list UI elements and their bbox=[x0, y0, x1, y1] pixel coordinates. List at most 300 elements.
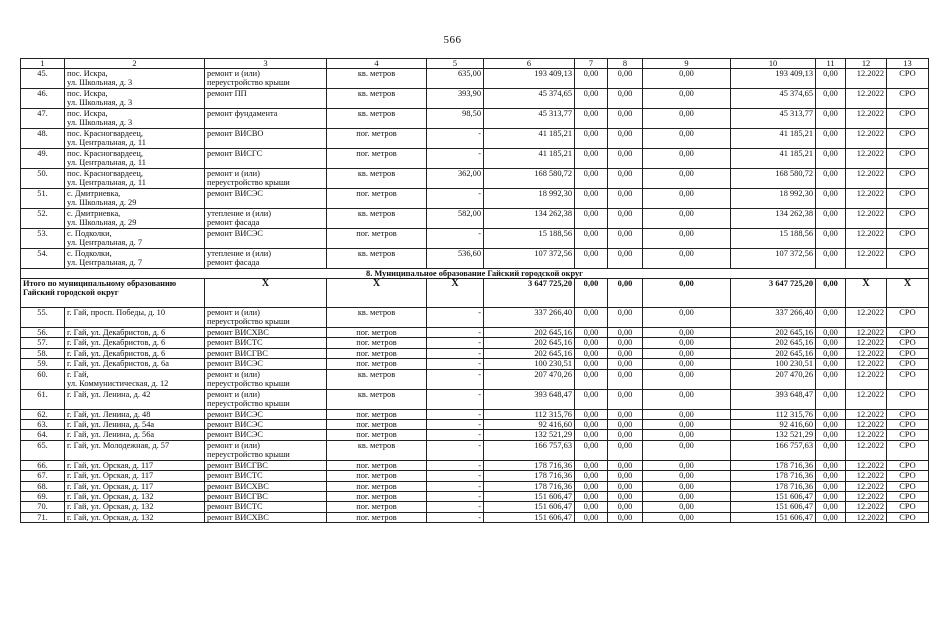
address-cell-line: г. Гай, ул. Декабристов, д. 6 bbox=[67, 348, 166, 358]
work-type-cell-line: ремонт фундамента bbox=[207, 109, 278, 118]
row-number: 57. bbox=[21, 338, 65, 348]
funding-cell: 0,00 bbox=[608, 492, 643, 502]
column-number: 4 bbox=[327, 59, 427, 69]
quantity-cell: - bbox=[427, 409, 484, 419]
unit-cell: пог. метров bbox=[327, 359, 427, 369]
work-type-cell-line: ремонт и (или) bbox=[207, 369, 260, 379]
fund-type-cell: СРО bbox=[887, 328, 929, 338]
address-cell-line: ул. Центральная, д. 7 bbox=[67, 258, 143, 268]
quantity-cell: - bbox=[427, 471, 484, 481]
funding-cell: 0,00 bbox=[608, 169, 643, 189]
row-number: 49. bbox=[21, 149, 65, 169]
table-row bbox=[21, 69, 929, 89]
owner-funds-cell: 151 606,47 bbox=[731, 492, 816, 502]
address-cell-line: г. Гай, просп. Победы, д. 10 bbox=[67, 308, 166, 317]
address-cell-line: ул. Школьная, д. 3 bbox=[67, 78, 133, 88]
funding-cell: 0,00 bbox=[643, 109, 731, 129]
funding-cell: 0,00 bbox=[816, 169, 846, 189]
unit-cell: кв. метров bbox=[327, 249, 427, 269]
address-cell bbox=[65, 249, 205, 269]
completion-date-cell: 12.2022 bbox=[846, 209, 887, 229]
work-type-cell-line: ремонт ВИСГВС bbox=[207, 348, 268, 358]
funding-cell: 0,00 bbox=[816, 502, 846, 512]
owner-funds-cell: 151 606,47 bbox=[731, 512, 816, 522]
address-cell bbox=[65, 460, 205, 470]
funding-cell: 0,00 bbox=[816, 129, 846, 149]
funding-cell: 0,00 bbox=[575, 471, 608, 481]
completion-date-cell: 12.2022 bbox=[846, 308, 887, 328]
completion-date-cell: 12.2022 bbox=[846, 338, 887, 348]
completion-date-cell: 12.2022 bbox=[846, 481, 887, 491]
completion-date-cell: 12.2022 bbox=[846, 169, 887, 189]
address-cell-line: ул. Школьная, д. 3 bbox=[67, 118, 133, 128]
work-type-cell-line: ремонт ВИСЭС bbox=[207, 189, 263, 198]
row-number: 48. bbox=[21, 129, 65, 149]
address-cell-line: пос. Красногвардеец, bbox=[67, 149, 144, 158]
total-cost-cell: 178 716,36 bbox=[484, 460, 575, 470]
funding-cell: 0,00 bbox=[575, 389, 608, 409]
fund-type-cell: СРО bbox=[887, 359, 929, 369]
table-row bbox=[21, 481, 929, 491]
work-type-cell bbox=[205, 209, 327, 229]
work-type-cell bbox=[205, 409, 327, 419]
fund-type-cell: СРО bbox=[887, 389, 929, 409]
work-type-cell-line: ремонт фасада bbox=[207, 258, 260, 268]
funding-cell: 0,00 bbox=[575, 409, 608, 419]
unit-cell: пог. метров bbox=[327, 348, 427, 358]
quantity-cell: - bbox=[427, 481, 484, 491]
owner-funds-cell: 207 470,26 bbox=[731, 369, 816, 389]
funding-cell: 0,00 bbox=[816, 369, 846, 389]
unit-cell: кв. метров bbox=[327, 209, 427, 229]
funding-cell: 0,00 bbox=[575, 149, 608, 169]
address-cell-line: г. Гай, bbox=[67, 369, 89, 379]
row-number: 71. bbox=[21, 512, 65, 522]
total-cost-cell: 112 315,76 bbox=[484, 409, 575, 419]
address-cell bbox=[65, 328, 205, 338]
work-type-cell-line: утепление и (или) bbox=[207, 209, 272, 218]
table-row bbox=[21, 308, 929, 328]
table-row bbox=[21, 409, 929, 419]
fund-type-cell: СРО bbox=[887, 229, 929, 249]
row-number: 51. bbox=[21, 189, 65, 209]
address-cell-line: г. Гай, ул. Ленина, д. 54а bbox=[67, 420, 155, 430]
funding-cell: 0,00 bbox=[643, 189, 731, 209]
owner-funds-cell: 41 185,21 bbox=[731, 149, 816, 169]
work-type-cell-line: ремонт ВИСВО bbox=[207, 129, 264, 138]
address-cell-line: с. Дмитриевка, bbox=[67, 189, 121, 198]
address-cell bbox=[65, 471, 205, 481]
column-number-row bbox=[21, 59, 929, 69]
address-cell-line: ул. Центральная, д. 11 bbox=[67, 138, 146, 148]
owner-funds-cell: 134 262,38 bbox=[731, 209, 816, 229]
work-type-cell bbox=[205, 129, 327, 149]
row-number: 58. bbox=[21, 348, 65, 358]
address-cell-line: пос. Искра, bbox=[67, 109, 108, 118]
work-type-cell-line: ремонт ВИСХВС bbox=[207, 512, 269, 522]
total-cost-cell: 41 185,21 bbox=[484, 149, 575, 169]
funding-cell: 0,00 bbox=[643, 409, 731, 419]
fund-type-cell: СРО bbox=[887, 502, 929, 512]
address-cell bbox=[65, 169, 205, 189]
total-cost-cell: 178 716,36 bbox=[484, 471, 575, 481]
funding-cell: 0,00 bbox=[608, 338, 643, 348]
unit-cell: кв. метров bbox=[327, 440, 427, 460]
completion-date-cell: 12.2022 bbox=[846, 229, 887, 249]
table-row bbox=[21, 189, 929, 209]
funding-cell: 0,00 bbox=[816, 512, 846, 522]
total-owner-funds-cell: 3 647 725,20 bbox=[731, 279, 816, 308]
column-number: 7 bbox=[575, 59, 608, 69]
fund-type-cell: СРО bbox=[887, 209, 929, 229]
total-cost-cell: 337 266,40 bbox=[484, 308, 575, 328]
owner-funds-cell: 107 372,56 bbox=[731, 249, 816, 269]
row-number: 47. bbox=[21, 109, 65, 129]
quantity-cell: - bbox=[427, 420, 484, 430]
funding-cell: 0,00 bbox=[608, 430, 643, 440]
unit-cell: пог. метров bbox=[327, 502, 427, 512]
fund-type-cell: СРО bbox=[887, 189, 929, 209]
quantity-cell: 635,00 bbox=[427, 69, 484, 89]
owner-funds-cell: 202 645,16 bbox=[731, 328, 816, 338]
unit-cell: кв. метров bbox=[327, 69, 427, 89]
total-cost-cell: 3 647 725,20 bbox=[484, 279, 575, 308]
funding-cell: 0,00 bbox=[608, 69, 643, 89]
owner-funds-cell: 202 645,16 bbox=[731, 348, 816, 358]
fund-type-cell: СРО bbox=[887, 409, 929, 419]
funding-cell: 0,00 bbox=[608, 512, 643, 522]
column-number: 10 bbox=[731, 59, 816, 69]
total-cost-cell: 132 521,29 bbox=[484, 430, 575, 440]
fund-type-cell: СРО bbox=[887, 481, 929, 491]
address-cell-line: г. Гай, ул. Орская, д. 132 bbox=[67, 492, 154, 502]
funding-cell: 0,00 bbox=[608, 420, 643, 430]
total-cell: 0,00 bbox=[816, 279, 846, 308]
funding-cell: 0,00 bbox=[608, 369, 643, 389]
total-cost-cell: 151 606,47 bbox=[484, 492, 575, 502]
owner-funds-cell: 132 521,29 bbox=[731, 430, 816, 440]
funding-cell: 0,00 bbox=[575, 369, 608, 389]
owner-funds-cell: 100 230,51 bbox=[731, 359, 816, 369]
funding-cell: 0,00 bbox=[643, 359, 731, 369]
funding-cell: 0,00 bbox=[816, 109, 846, 129]
address-cell bbox=[65, 109, 205, 129]
table-row bbox=[21, 249, 929, 269]
quantity-cell: - bbox=[427, 338, 484, 348]
owner-funds-cell: 178 716,36 bbox=[731, 481, 816, 491]
table-row bbox=[21, 471, 929, 481]
table-row bbox=[21, 359, 929, 369]
owner-funds-cell: 202 645,16 bbox=[731, 338, 816, 348]
funding-cell: 0,00 bbox=[608, 348, 643, 358]
owner-funds-cell: 41 185,21 bbox=[731, 129, 816, 149]
row-number: 56. bbox=[21, 328, 65, 338]
completion-date-cell: 12.2022 bbox=[846, 69, 887, 89]
column-number: 13 bbox=[887, 59, 929, 69]
fund-type-cell: СРО bbox=[887, 69, 929, 89]
row-number: 68. bbox=[21, 481, 65, 491]
row-number: 62. bbox=[21, 409, 65, 419]
table-row bbox=[21, 389, 929, 409]
work-type-cell bbox=[205, 308, 327, 328]
funding-cell: 0,00 bbox=[608, 359, 643, 369]
unit-cell: пог. метров bbox=[327, 471, 427, 481]
unit-cell: пог. метров bbox=[327, 189, 427, 209]
fund-type-cell: СРО bbox=[887, 129, 929, 149]
funding-cell: 0,00 bbox=[816, 89, 846, 109]
row-number: 69. bbox=[21, 492, 65, 502]
funding-cell: 0,00 bbox=[608, 209, 643, 229]
work-type-cell-line: ремонт и (или) bbox=[207, 389, 260, 399]
address-cell bbox=[65, 430, 205, 440]
unit-cell: пог. метров bbox=[327, 409, 427, 419]
unit-cell: кв. метров bbox=[327, 89, 427, 109]
completion-date-cell: 12.2022 bbox=[846, 249, 887, 269]
address-cell-line: ул. Школьная, д. 29 bbox=[67, 198, 137, 208]
funding-cell: 0,00 bbox=[643, 129, 731, 149]
address-cell bbox=[65, 149, 205, 169]
total-cost-cell: 151 606,47 bbox=[484, 502, 575, 512]
fund-type-cell: СРО bbox=[887, 460, 929, 470]
funding-cell: 0,00 bbox=[575, 502, 608, 512]
total-cost-cell: 168 580,72 bbox=[484, 169, 575, 189]
address-cell-line: ул. Центральная, д. 7 bbox=[67, 238, 143, 248]
completion-date-cell: 12.2022 bbox=[846, 430, 887, 440]
work-type-cell bbox=[205, 189, 327, 209]
funding-cell: 0,00 bbox=[575, 359, 608, 369]
quantity-cell: - bbox=[427, 512, 484, 522]
total-cost-cell: 92 416,60 bbox=[484, 420, 575, 430]
column-number: 11 bbox=[816, 59, 846, 69]
column-number: 8 bbox=[608, 59, 643, 69]
funding-cell: 0,00 bbox=[608, 481, 643, 491]
work-type-cell-line: ремонт ВИСЭС bbox=[207, 409, 263, 419]
owner-funds-cell: 151 606,47 bbox=[731, 502, 816, 512]
total-cost-cell: 202 645,16 bbox=[484, 328, 575, 338]
work-type-cell bbox=[205, 440, 327, 460]
total-cost-cell: 45 313,77 bbox=[484, 109, 575, 129]
funding-cell: 0,00 bbox=[643, 492, 731, 502]
funding-cell: 0,00 bbox=[575, 348, 608, 358]
funding-cell: 0,00 bbox=[816, 189, 846, 209]
funding-cell: 0,00 bbox=[608, 149, 643, 169]
work-type-cell-line: ремонт ВИСГС bbox=[207, 149, 263, 158]
unit-cell: пог. метров bbox=[327, 149, 427, 169]
quantity-cell: 362,00 bbox=[427, 169, 484, 189]
completion-date-cell: 12.2022 bbox=[846, 369, 887, 389]
funding-cell: 0,00 bbox=[643, 502, 731, 512]
completion-date-cell: 12.2022 bbox=[846, 189, 887, 209]
total-row bbox=[21, 279, 929, 308]
work-type-cell bbox=[205, 89, 327, 109]
funding-cell: 0,00 bbox=[643, 249, 731, 269]
owner-funds-cell: 45 313,77 bbox=[731, 109, 816, 129]
row-number: 65. bbox=[21, 440, 65, 460]
funding-cell: 0,00 bbox=[816, 308, 846, 328]
funding-cell: 0,00 bbox=[608, 389, 643, 409]
funding-cell: 0,00 bbox=[575, 69, 608, 89]
owner-funds-cell: 178 716,36 bbox=[731, 460, 816, 470]
address-cell-line: с. Подколки, bbox=[67, 229, 112, 238]
quantity-cell: - bbox=[427, 440, 484, 460]
quantity-cell: - bbox=[427, 149, 484, 169]
column-number: 6 bbox=[484, 59, 575, 69]
work-type-cell-line: ремонт ПП bbox=[207, 89, 247, 98]
quantity-cell: - bbox=[427, 348, 484, 358]
section-header-row bbox=[21, 269, 929, 279]
total-cell: 0,00 bbox=[608, 279, 643, 308]
total-cell: 0,00 bbox=[575, 279, 608, 308]
address-cell bbox=[65, 369, 205, 389]
unit-cell: пог. метров bbox=[327, 430, 427, 440]
fund-type-cell: СРО bbox=[887, 369, 929, 389]
owner-funds-cell: 15 188,56 bbox=[731, 229, 816, 249]
funding-cell: 0,00 bbox=[608, 249, 643, 269]
work-type-cell bbox=[205, 389, 327, 409]
address-cell bbox=[65, 512, 205, 522]
funding-cell: 0,00 bbox=[575, 481, 608, 491]
funding-cell: 0,00 bbox=[643, 348, 731, 358]
capital-repair-table bbox=[20, 58, 929, 523]
table-row bbox=[21, 460, 929, 470]
quantity-cell: - bbox=[427, 460, 484, 470]
funding-cell: 0,00 bbox=[643, 69, 731, 89]
row-number: 67. bbox=[21, 471, 65, 481]
column-number: 2 bbox=[65, 59, 205, 69]
address-cell bbox=[65, 492, 205, 502]
address-cell-line: пос. Искра, bbox=[67, 69, 108, 78]
unit-cell: пог. метров bbox=[327, 328, 427, 338]
funding-cell: 0,00 bbox=[816, 149, 846, 169]
address-cell-line: г. Гай, ул. Орская, д. 132 bbox=[67, 502, 154, 512]
work-type-cell-line: ремонт ВИСХВС bbox=[207, 328, 269, 337]
quantity-cell: - bbox=[427, 369, 484, 389]
funding-cell: 0,00 bbox=[643, 460, 731, 470]
work-type-cell-line: переустройство крыши bbox=[207, 399, 290, 409]
table-row bbox=[21, 348, 929, 358]
section-title: 8. Муниципальное образование Гайский городской округ bbox=[21, 269, 929, 279]
work-type-cell bbox=[205, 512, 327, 522]
fund-type-cell: СРО bbox=[887, 338, 929, 348]
table-row bbox=[21, 109, 929, 129]
funding-cell: 0,00 bbox=[643, 169, 731, 189]
fund-type-cell: СРО bbox=[887, 512, 929, 522]
work-type-cell-line: утепление и (или) bbox=[207, 249, 272, 258]
fund-type-cell: СРО bbox=[887, 169, 929, 189]
funding-cell: 0,00 bbox=[643, 369, 731, 389]
column-number: 9 bbox=[643, 59, 731, 69]
row-number: 61. bbox=[21, 389, 65, 409]
quantity-cell: - bbox=[427, 308, 484, 328]
table-row bbox=[21, 209, 929, 229]
address-cell-line: ул. Коммунистическая, д. 12 bbox=[67, 379, 169, 389]
fund-type-cell: СРО bbox=[887, 440, 929, 460]
fund-type-cell: СРО bbox=[887, 492, 929, 502]
work-type-cell-line: ремонт ВИСТС bbox=[207, 502, 263, 512]
quantity-cell: - bbox=[427, 328, 484, 338]
funding-cell: 0,00 bbox=[608, 129, 643, 149]
funding-cell: 0,00 bbox=[643, 389, 731, 409]
unit-cell: пог. метров bbox=[327, 420, 427, 430]
quantity-cell: 98,50 bbox=[427, 109, 484, 129]
total-cost-cell: 18 992,30 bbox=[484, 189, 575, 209]
owner-funds-cell: 337 266,40 bbox=[731, 308, 816, 328]
funding-cell: 0,00 bbox=[816, 229, 846, 249]
quantity-cell: - bbox=[427, 189, 484, 209]
work-type-cell bbox=[205, 249, 327, 269]
work-type-cell bbox=[205, 328, 327, 338]
work-type-cell bbox=[205, 338, 327, 348]
funding-cell: 0,00 bbox=[575, 430, 608, 440]
column-number: 5 bbox=[427, 59, 484, 69]
table-row bbox=[21, 149, 929, 169]
address-cell-line: ул. Школьная, д. 3 bbox=[67, 98, 133, 108]
address-cell-line: г. Гай, ул. Декабристов, д. 6а bbox=[67, 359, 169, 369]
funding-cell: 0,00 bbox=[643, 149, 731, 169]
owner-funds-cell: 193 409,13 bbox=[731, 69, 816, 89]
work-type-cell bbox=[205, 471, 327, 481]
funding-cell: 0,00 bbox=[608, 471, 643, 481]
funding-cell: 0,00 bbox=[608, 89, 643, 109]
funding-cell: 0,00 bbox=[575, 420, 608, 430]
address-cell-line: г. Гай, ул. Декабристов, д. 6 bbox=[67, 338, 166, 348]
funding-cell: 0,00 bbox=[608, 502, 643, 512]
fund-type-cell: СРО bbox=[887, 89, 929, 109]
funding-cell: 0,00 bbox=[575, 89, 608, 109]
unit-cell: пог. метров bbox=[327, 512, 427, 522]
funding-cell: 0,00 bbox=[575, 492, 608, 502]
completion-date-cell: 12.2022 bbox=[846, 409, 887, 419]
completion-date-cell: 12.2022 bbox=[846, 149, 887, 169]
funding-cell: 0,00 bbox=[643, 440, 731, 460]
address-cell bbox=[65, 308, 205, 328]
row-number: 46. bbox=[21, 89, 65, 109]
address-cell-line: г. Гай, ул. Орская, д. 132 bbox=[67, 512, 154, 522]
table-row bbox=[21, 169, 929, 189]
completion-date-cell: 12.2022 bbox=[846, 512, 887, 522]
funding-cell: 0,00 bbox=[608, 440, 643, 460]
work-type-cell-line: ремонт и (или) bbox=[207, 169, 260, 178]
column-number: 12 bbox=[846, 59, 887, 69]
work-type-cell bbox=[205, 369, 327, 389]
funding-cell: 0,00 bbox=[575, 129, 608, 149]
work-type-cell-line: переустройство крыши bbox=[207, 450, 290, 460]
work-type-cell-line: ремонт ВИСЭС bbox=[207, 420, 263, 430]
address-cell bbox=[65, 338, 205, 348]
funding-cell: 0,00 bbox=[575, 440, 608, 460]
funding-cell: 0,00 bbox=[643, 338, 731, 348]
unit-cell: пог. метров bbox=[327, 481, 427, 491]
row-number: 50. bbox=[21, 169, 65, 189]
work-type-cell-line: ремонт ВИСГВС bbox=[207, 460, 268, 470]
funding-cell: 0,00 bbox=[816, 389, 846, 409]
work-type-cell-line: ремонт ВИСТС bbox=[207, 338, 263, 348]
work-type-cell-line: ремонт фасада bbox=[207, 218, 260, 228]
work-type-cell-line: переустройство крыши bbox=[207, 178, 290, 188]
funding-cell: 0,00 bbox=[816, 460, 846, 470]
table-body bbox=[21, 59, 929, 523]
address-cell bbox=[65, 420, 205, 430]
funding-cell: 0,00 bbox=[643, 209, 731, 229]
fund-type-cell: СРО bbox=[887, 430, 929, 440]
address-cell-line: ул. Центральная, д. 11 bbox=[67, 158, 146, 168]
funding-cell: 0,00 bbox=[575, 338, 608, 348]
funding-cell: 0,00 bbox=[643, 481, 731, 491]
work-type-cell-line: ремонт и (или) bbox=[207, 308, 260, 317]
completion-date-cell: 12.2022 bbox=[846, 328, 887, 338]
unit-cell: кв. метров bbox=[327, 169, 427, 189]
address-cell bbox=[65, 389, 205, 409]
